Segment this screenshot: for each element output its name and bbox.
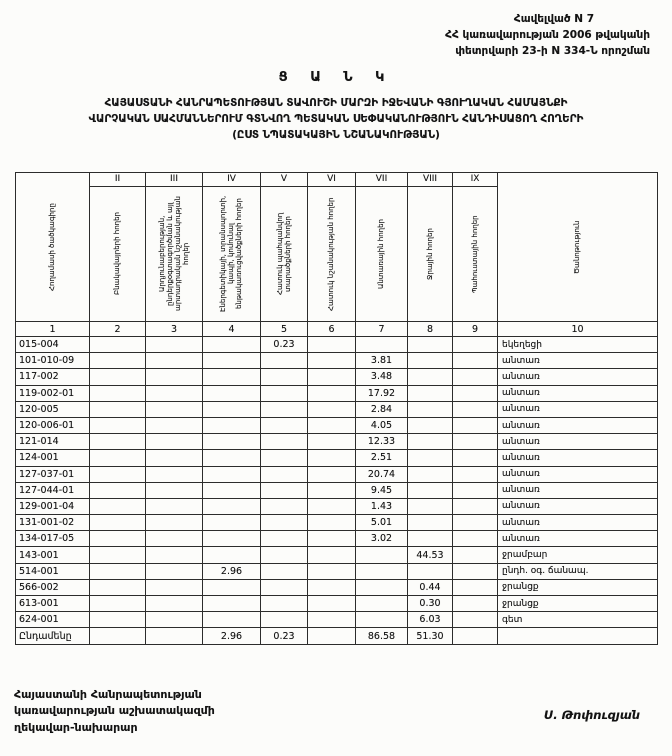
table-cell: 015-004: [16, 337, 90, 353]
table-row: [16, 482, 658, 498]
column-header-text: Հողամասի ծածկագիրը: [48, 203, 57, 291]
column-header: [453, 173, 498, 322]
table-cell: [146, 515, 203, 531]
table-cell: [90, 337, 146, 353]
total-cell: [90, 628, 146, 645]
table-cell: [453, 482, 498, 498]
table-cell: 3.48: [356, 369, 408, 385]
column-number: 1: [16, 322, 90, 337]
column-number: 9: [453, 322, 498, 337]
title-line-1: ՀԱՅԱՍՏԱՆԻ ՀԱՆՐԱՊԵՏՈՒԹՅԱՆ ՏԱՎՈՒՇԻ ՄԱՐԶԻ ԻՋԵՎԱՆԻ ԳՅՈՒՂԱԿԱՆ ՀԱՄԱՅՆՔԻ: [104, 97, 568, 109]
table-cell: [90, 466, 146, 482]
table-cell: 20.74: [356, 466, 408, 482]
table-cell: [203, 498, 261, 514]
table-row: [16, 434, 658, 450]
table-cell: [261, 498, 308, 514]
table-cell: ջրանցք: [498, 596, 658, 612]
total-row: [16, 628, 658, 645]
column-header-text: Պահուստային հողեր: [470, 215, 479, 293]
table-cell: [90, 515, 146, 531]
table-cell: [453, 498, 498, 514]
table-cell: [90, 434, 146, 450]
column-header-cell: [146, 173, 202, 321]
appendix-decision-line: փետրվարի 23-ի N 334-Ն որոշման: [455, 44, 650, 57]
total-cell: 86.58: [356, 628, 408, 645]
column-header-cell: [203, 173, 260, 321]
column-number: 4: [203, 322, 261, 337]
table-cell: 0.30: [408, 596, 453, 612]
table-cell: 119-002-01: [16, 385, 90, 401]
column-header: [408, 173, 453, 322]
table-cell: 3.02: [356, 531, 408, 547]
column-header: [356, 173, 408, 322]
table-cell: [261, 563, 308, 579]
table-cell: [90, 579, 146, 595]
signatory-line-1: Հայաստանի Հանրապետության: [14, 687, 202, 701]
table-cell: [308, 466, 356, 482]
table-cell: [203, 337, 261, 353]
table-cell: [453, 401, 498, 417]
table-cell: եկեղեցի: [498, 337, 658, 353]
column-header-text: Էներգետիկայի, տրանսպորտի, կապի, կոմունալ ենթակառուցվածքների հողեր: [219, 195, 244, 313]
table-cell: անտառ: [498, 515, 658, 531]
table-cell: [146, 401, 203, 417]
table-cell: 12.33: [356, 434, 408, 450]
table-cell: 101-010-09: [16, 353, 90, 369]
table-row: [16, 337, 658, 353]
table-cell: անտառ: [498, 482, 658, 498]
table-cell: [308, 353, 356, 369]
table-cell: 2.51: [356, 450, 408, 466]
table-cell: [261, 579, 308, 595]
table-cell: [261, 596, 308, 612]
table-cell: [308, 482, 356, 498]
total-cell: [308, 628, 356, 645]
table-row: [16, 385, 658, 401]
appendix-block: [445, 12, 650, 59]
table-cell: [146, 531, 203, 547]
table-row: [16, 417, 658, 433]
table-cell: [90, 369, 146, 385]
roman-numeral-label: VIII: [408, 173, 452, 187]
column-number: 7: [356, 322, 408, 337]
roman-numeral-label: V: [261, 173, 307, 187]
table-cell: գետ: [498, 612, 658, 628]
table-cell: [146, 466, 203, 482]
table-cell: [146, 417, 203, 433]
column-number: 2: [90, 322, 146, 337]
table-row: [16, 596, 658, 612]
table-cell: 129-001-04: [16, 498, 90, 514]
column-number: 8: [408, 322, 453, 337]
table-cell: [356, 579, 408, 595]
table-cell: [308, 417, 356, 433]
total-cell: Ընդամենը: [16, 628, 90, 645]
table-cell: [261, 417, 308, 433]
table-cell: [453, 547, 498, 563]
table-cell: [308, 596, 356, 612]
table-cell: 9.45: [356, 482, 408, 498]
table-cell: [308, 612, 356, 628]
table-cell: [146, 498, 203, 514]
table-cell: [408, 385, 453, 401]
table-cell: [90, 482, 146, 498]
roman-numeral-label: IX: [453, 173, 497, 187]
table-cell: [203, 450, 261, 466]
table-cell: [308, 401, 356, 417]
table-cell: [453, 337, 498, 353]
total-cell: 2.96: [203, 628, 261, 645]
roman-numeral-label: II: [90, 173, 145, 187]
table-cell: [308, 450, 356, 466]
table-cell: [203, 434, 261, 450]
column-header-cell: [90, 173, 145, 321]
table-cell: [203, 547, 261, 563]
table-cell: [408, 353, 453, 369]
table-cell: [408, 434, 453, 450]
table-cell: [203, 353, 261, 369]
table-cell: անտառ: [498, 450, 658, 466]
table-cell: [408, 466, 453, 482]
table-cell: [146, 337, 203, 353]
table-cell: ջրամբար: [498, 547, 658, 563]
table-cell: [146, 450, 203, 466]
column-header: [90, 173, 146, 322]
table-cell: 2.84: [356, 401, 408, 417]
table-cell: [203, 417, 261, 433]
table-cell: [356, 612, 408, 628]
table-cell: [308, 563, 356, 579]
table-cell: [453, 515, 498, 531]
table-cell: [453, 531, 498, 547]
total-cell: [146, 628, 203, 645]
table-cell: [146, 579, 203, 595]
table-body: [16, 337, 658, 645]
column-header: [146, 173, 203, 322]
table-cell: 134-017-05: [16, 531, 90, 547]
column-header: [308, 173, 356, 322]
table-cell: [146, 385, 203, 401]
column-header-text: Բնակավայրերի հողեր: [113, 212, 122, 296]
column-header-text: Հատուկ պահպանվող տարածքների հողեր: [275, 212, 292, 296]
table-row: [16, 450, 658, 466]
table-cell: 0.44: [408, 579, 453, 595]
table-cell: 143-001: [16, 547, 90, 563]
column-number: 6: [308, 322, 356, 337]
column-header-row: [16, 173, 658, 322]
table-cell: ընդհ. օգ. ճանապ.: [498, 563, 658, 579]
appendix-number: Հավելված N 7: [513, 13, 594, 25]
table-cell: անտառ: [498, 353, 658, 369]
table-cell: [261, 385, 308, 401]
table-cell: [408, 369, 453, 385]
table-cell: [453, 466, 498, 482]
signatory-line-3: ղեկավար-նախարար: [14, 720, 138, 734]
table-cell: [261, 515, 308, 531]
column-header-text: Ջրային հողեր: [425, 228, 434, 280]
column-header-text: Հատուկ նշանակության հողեր: [327, 197, 336, 311]
table-cell: [308, 385, 356, 401]
table-cell: 120-005: [16, 401, 90, 417]
table-cell: [90, 612, 146, 628]
table-cell: [453, 596, 498, 612]
table-cell: [203, 482, 261, 498]
table-cell: 2.96: [203, 563, 261, 579]
table-cell: [308, 531, 356, 547]
table-cell: [261, 353, 308, 369]
column-number: 10: [498, 322, 658, 337]
table-cell: [203, 466, 261, 482]
table-cell: [90, 531, 146, 547]
column-header-cell: [408, 173, 452, 321]
table-cell: [90, 401, 146, 417]
table-cell: 127-044-01: [16, 482, 90, 498]
table-cell: 566-002: [16, 579, 90, 595]
total-cell: [453, 628, 498, 645]
signatory-block: [14, 687, 215, 737]
table-cell: [261, 482, 308, 498]
column-header-cell: [261, 173, 307, 321]
column-header-cell: [356, 173, 407, 321]
table-cell: 514-001: [16, 563, 90, 579]
table-cell: [308, 498, 356, 514]
table-row: [16, 401, 658, 417]
table-cell: 6.03: [408, 612, 453, 628]
table-row: [16, 579, 658, 595]
table-cell: [146, 547, 203, 563]
table-cell: [203, 369, 261, 385]
column-header: [16, 173, 90, 322]
table-cell: 117-002: [16, 369, 90, 385]
table-cell: 3.81: [356, 353, 408, 369]
table-cell: [203, 515, 261, 531]
table-cell: [408, 417, 453, 433]
column-header-text: Անտառային հողեր: [377, 219, 386, 289]
table-row: [16, 563, 658, 579]
table-cell: [90, 353, 146, 369]
table-cell: 17.92: [356, 385, 408, 401]
column-header-text: Ծանոթություն: [573, 220, 582, 274]
table-cell: [308, 515, 356, 531]
document-title: Ց Ա Ն Կ: [278, 70, 394, 85]
table-cell: [453, 563, 498, 579]
table-row: [16, 612, 658, 628]
table-row: [16, 547, 658, 563]
title-line-3: (ԸՍՏ ՆՊԱՏԱԿԱՅԻՆ ՆՇԱՆԱԿՈՒԹՅԱՆ): [232, 128, 440, 141]
column-number-row: [16, 322, 658, 337]
table-row: [16, 531, 658, 547]
table-cell: [356, 563, 408, 579]
table-cell: [453, 450, 498, 466]
table-cell: 5.01: [356, 515, 408, 531]
table-cell: 124-001: [16, 450, 90, 466]
table-cell: [203, 596, 261, 612]
title-line-2: ՎԱՐՉԱԿԱՆ ՍԱՀՄԱՆՆԵՐՈՒՄ ԳՏՆՎՈՂ ՊԵՏԱԿԱՆ ՍԵՓԱԿԱՆՈՒԹՅՈՒՆ ՀԱՆԴԻՍԱՑՈՂ ՀՈՂԵՐԻ: [88, 112, 584, 125]
table-cell: 120-006-01: [16, 417, 90, 433]
column-header-cell: [453, 173, 497, 321]
table-cell: [261, 466, 308, 482]
table-cell: [203, 531, 261, 547]
total-cell: [498, 628, 658, 645]
table-cell: 121-014: [16, 434, 90, 450]
table-cell: [90, 596, 146, 612]
table-cell: [146, 612, 203, 628]
table-cell: [90, 563, 146, 579]
table-cell: անտառ: [498, 531, 658, 547]
table-cell: 0.23: [261, 337, 308, 353]
table-cell: 613-001: [16, 596, 90, 612]
table-cell: [90, 498, 146, 514]
table-cell: [203, 579, 261, 595]
table-cell: անտառ: [498, 369, 658, 385]
table-cell: [453, 434, 498, 450]
total-cell: 51.30: [408, 628, 453, 645]
table-cell: [90, 450, 146, 466]
table-cell: [453, 417, 498, 433]
table-cell: [356, 337, 408, 353]
table-cell: [146, 353, 203, 369]
table-cell: անտառ: [498, 498, 658, 514]
column-header-text: Արդյունաբերության, ընդերքօգտագործման և այլ արտադրական նշանակության հողեր: [157, 196, 191, 312]
table-cell: [408, 450, 453, 466]
table-cell: անտառ: [498, 401, 658, 417]
roman-numeral-label: VII: [356, 173, 407, 187]
table-cell: [308, 434, 356, 450]
table-cell: [453, 385, 498, 401]
total-cell: 0.23: [261, 628, 308, 645]
table-cell: [408, 401, 453, 417]
table-cell: [453, 579, 498, 595]
table-cell: [261, 450, 308, 466]
table-cell: [90, 417, 146, 433]
table-cell: [408, 482, 453, 498]
table-row: [16, 498, 658, 514]
table-cell: [261, 434, 308, 450]
table-row: [16, 466, 658, 482]
table-cell: 131-001-02: [16, 515, 90, 531]
table-cell: անտառ: [498, 434, 658, 450]
table-cell: [146, 482, 203, 498]
table-cell: [90, 547, 146, 563]
table-cell: [453, 369, 498, 385]
table-cell: [308, 579, 356, 595]
table-cell: 44.53: [408, 547, 453, 563]
column-header: [498, 173, 658, 322]
table-cell: [261, 369, 308, 385]
table-cell: 1.43: [356, 498, 408, 514]
table-cell: ջրանցք: [498, 579, 658, 595]
table-cell: անտառ: [498, 417, 658, 433]
column-header: [261, 173, 308, 322]
table-cell: [146, 434, 203, 450]
table-cell: [356, 547, 408, 563]
table-cell: անտառ: [498, 385, 658, 401]
table-cell: անտառ: [498, 466, 658, 482]
signature-name: Ս. Թոփուզյան: [543, 708, 640, 722]
table-cell: [203, 385, 261, 401]
table-cell: [408, 563, 453, 579]
column-number: 3: [146, 322, 203, 337]
table-cell: 624-001: [16, 612, 90, 628]
table-cell: 4.05: [356, 417, 408, 433]
table-cell: [308, 547, 356, 563]
table-row: [16, 515, 658, 531]
table-cell: [203, 401, 261, 417]
table-cell: [203, 612, 261, 628]
table-row: [16, 353, 658, 369]
signatory-line-2: կառավարության աշխատակազմի: [14, 704, 215, 717]
table-cell: [408, 498, 453, 514]
table-cell: [408, 337, 453, 353]
table-cell: [261, 612, 308, 628]
column-header-cell: [308, 173, 355, 321]
table-cell: [453, 612, 498, 628]
column-header-cell: [16, 173, 89, 321]
table-cell: [408, 531, 453, 547]
table-cell: [453, 353, 498, 369]
title-block: [0, 70, 672, 144]
column-header-cell: [498, 173, 657, 321]
table-cell: [308, 369, 356, 385]
table-cell: [146, 596, 203, 612]
roman-numeral-label: IV: [203, 173, 260, 187]
roman-numeral-label: III: [146, 173, 202, 187]
roman-numeral-label: VI: [308, 173, 355, 187]
table-cell: [90, 385, 146, 401]
column-number: 5: [261, 322, 308, 337]
table-cell: [408, 515, 453, 531]
land-parcels-table: [15, 172, 658, 645]
table-cell: [308, 337, 356, 353]
table-cell: [261, 531, 308, 547]
column-header: [203, 173, 261, 322]
table-cell: [146, 369, 203, 385]
table-cell: 127-037-01: [16, 466, 90, 482]
table-cell: [356, 596, 408, 612]
table-cell: [261, 547, 308, 563]
appendix-government-line: ՀՀ կառավարության 2006 թվականի: [445, 28, 650, 41]
table-cell: [261, 401, 308, 417]
table-row: [16, 369, 658, 385]
table-cell: [146, 563, 203, 579]
